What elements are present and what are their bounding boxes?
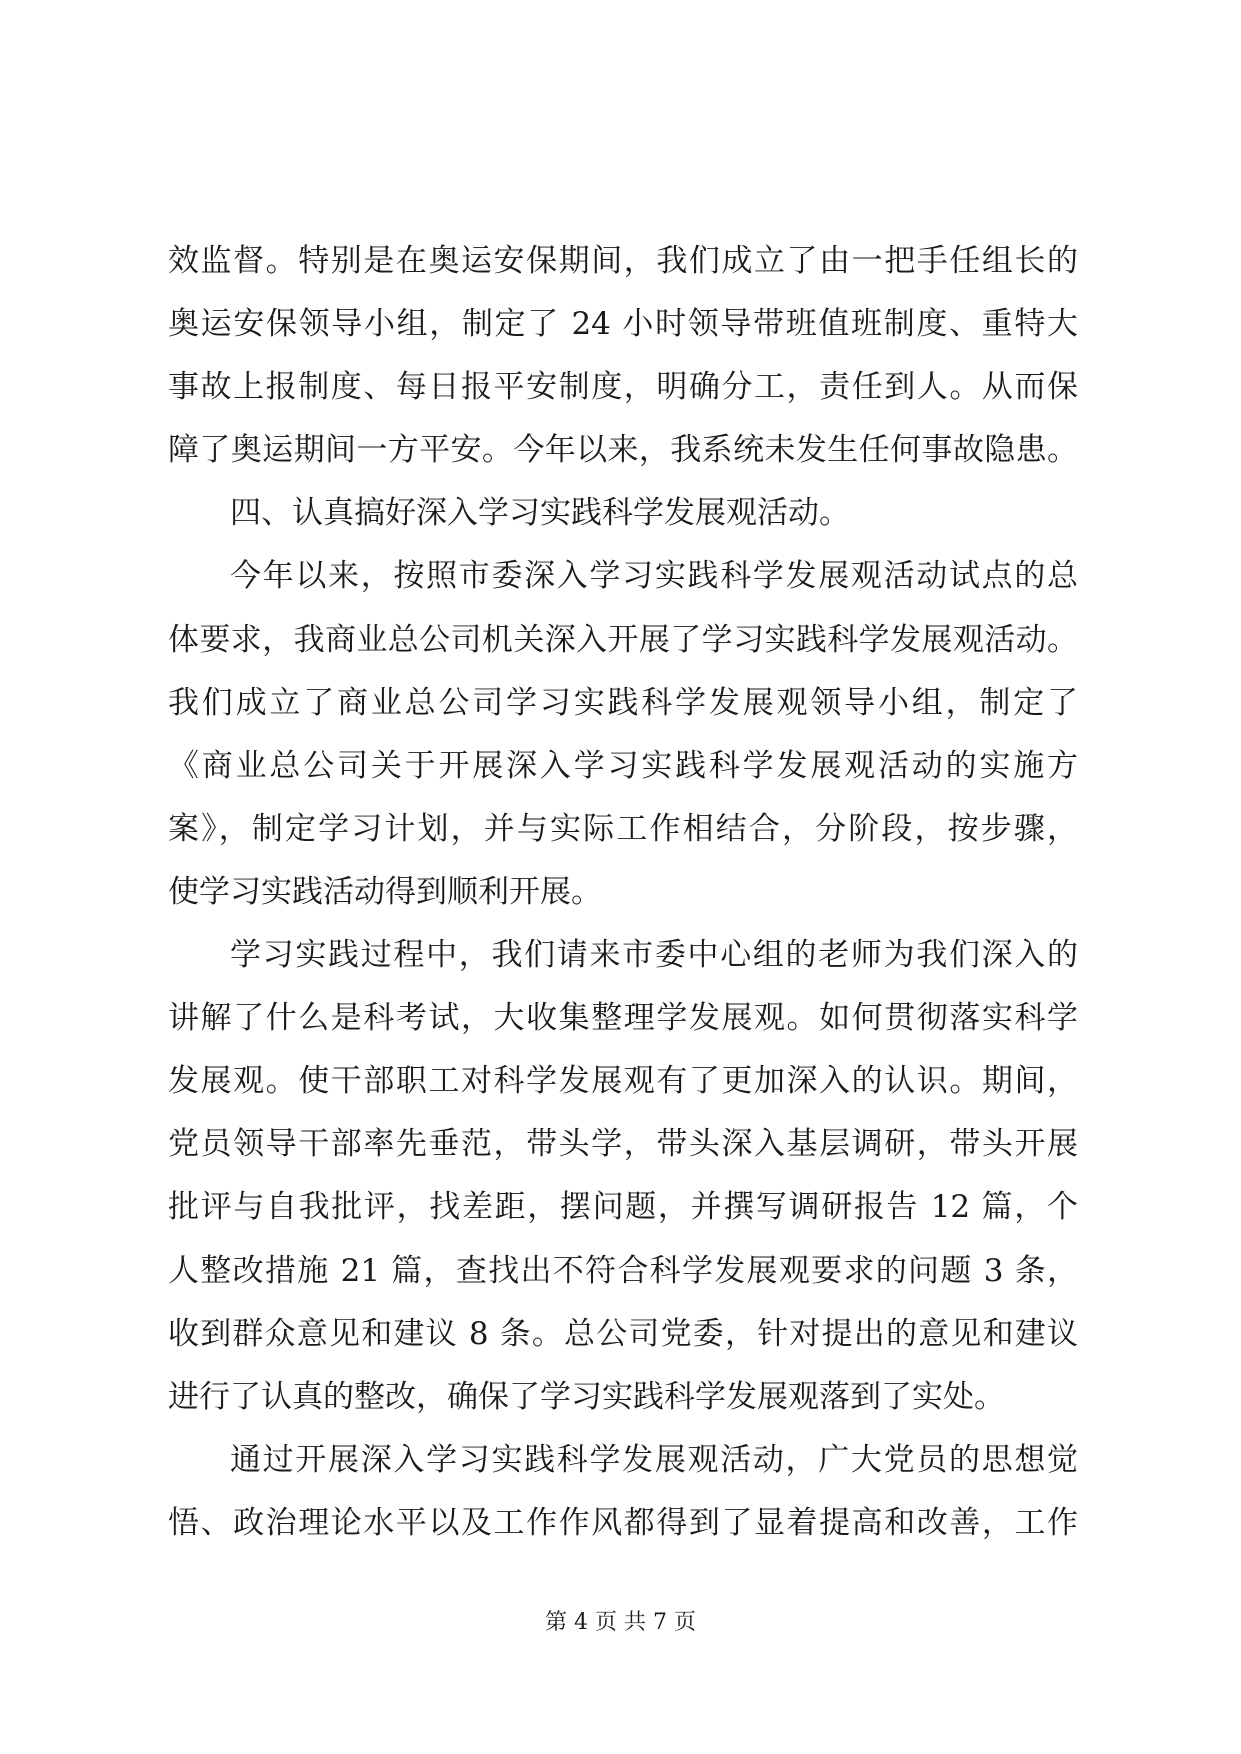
paragraph-line: 进行了认真的整改，确保了学习实践科学发展观落到了实处。 <box>168 1378 1005 1415</box>
paragraph-line: 奥运安保领导小组，制定了 24 小时领导带班值班制度、重特大 <box>168 306 1078 343</box>
body-text <box>168 230 1078 1555</box>
paragraph-line: 党员领导干部率先垂范，带头学，带头深入基层调研，带头开展 <box>168 1126 1078 1163</box>
paragraph-line: 使学习实践活动得到顺利开展。 <box>168 873 602 910</box>
paragraph-line: 悟、政治理论水平以及工作作风都得到了显着提高和改善，工作 <box>168 1504 1078 1541</box>
paragraph-line: 案》，制定学习计划，并与实际工作相结合，分阶段，按步骤， <box>168 810 1078 847</box>
paragraph-line: 今年以来，按照市委深入学习实践科学发展观活动试点的总 <box>230 558 1078 595</box>
paragraph-line: 通过开展深入学习实践科学发展观活动，广大党员的思想觉 <box>230 1441 1078 1478</box>
paragraph-line: 效监督。特别是在奥运安保期间，我们成立了由一把手任组长的 <box>168 243 1078 279</box>
paragraph-line: 事故上报制度、每日报平安制度，明确分工，责任到人。从而保 <box>168 369 1078 406</box>
paragraph-line: 发展观。使干部职工对科学发展观有了更加深入的认识。期间， <box>168 1063 1078 1100</box>
page-number-footer: 第 4 页 共 7 页 <box>545 1610 696 1635</box>
paragraph-line: 学习实践过程中，我们请来市委中心组的老师为我们深入的 <box>230 937 1078 974</box>
section-heading: 四、认真搞好深入学习实践科学发展观活动。 <box>230 495 850 532</box>
paragraph-line: 我们成立了商业总公司学习实践科学发展观领导小组，制定了 <box>168 684 1078 721</box>
paragraph-line: 批评与自我批评，找差距，摆问题，并撰写调研报告 12 篇，个 <box>168 1189 1078 1226</box>
paragraph-line: 收到群众意见和建议 8 条。总公司党委，针对提出的意见和建议 <box>168 1315 1078 1352</box>
paragraph-line: 《商业总公司关于开展深入学习实践科学发展观活动的实施方 <box>168 747 1078 784</box>
paragraph-line: 讲解了什么是科考试，大收集整理学发展观。如何贯彻落实科学 <box>168 1000 1078 1037</box>
paragraph-line: 体要求，我商业总公司机关深入开展了学习实践科学发展观活动。 <box>168 621 1078 658</box>
paragraph-line: 人整改措施 21 篇，查找出不符合科学发展观要求的问题 3 条， <box>168 1252 1078 1289</box>
paragraph-line: 障了奥运期间一方平安。今年以来，我系统未发生任何事故隐患。 <box>168 432 1078 469</box>
